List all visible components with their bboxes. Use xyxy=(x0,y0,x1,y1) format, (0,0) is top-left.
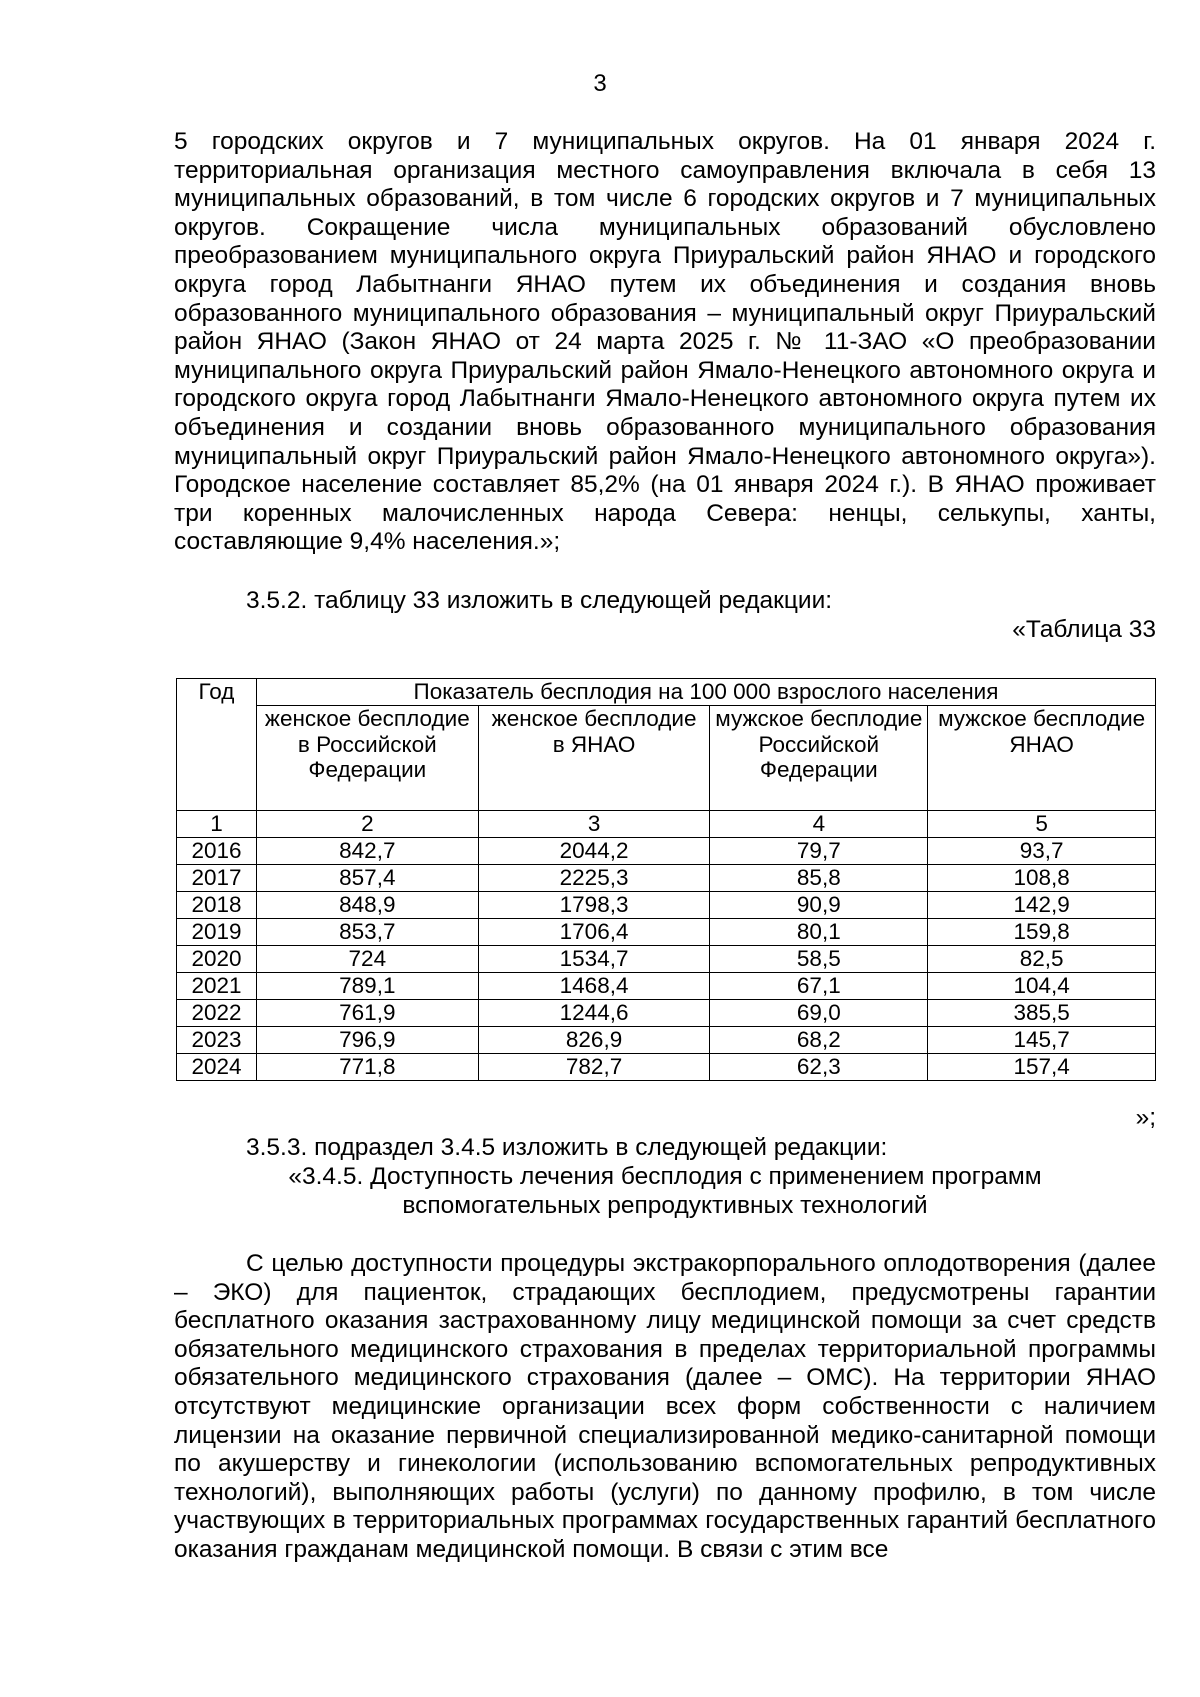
column-header: женское бесплодие в ЯНАО xyxy=(478,706,710,811)
table-cell: 853,7 xyxy=(256,919,478,946)
table-cell: 5 xyxy=(928,811,1156,838)
table-cell: 108,8 xyxy=(928,865,1156,892)
table-cell: 80,1 xyxy=(710,919,928,946)
table-cell: 79,7 xyxy=(710,838,928,865)
table-cell: 2 xyxy=(256,811,478,838)
section-heading-line: вспомогательных репродуктивных технологий xyxy=(402,1191,928,1219)
column-numbering-row xyxy=(177,811,1156,838)
table-cell: 848,9 xyxy=(256,892,478,919)
section-heading xyxy=(174,1163,1156,1220)
table-cell: 82,5 xyxy=(928,946,1156,973)
table-row xyxy=(177,919,1156,946)
table-cell: 2021 xyxy=(177,973,257,1000)
table-cell: 85,8 xyxy=(710,865,928,892)
column-header: мужское бесплодие Российской Федерации xyxy=(710,706,928,811)
table-cell: 2016 xyxy=(177,838,257,865)
table-cell: 2225,3 xyxy=(478,865,710,892)
table-cell: 1 xyxy=(177,811,257,838)
table-cell: 789,1 xyxy=(256,973,478,1000)
table-cell: 62,3 xyxy=(710,1054,928,1081)
group-header: Показатель бесплодия на 100 000 взрослого населения xyxy=(256,679,1155,706)
page-number: 3 xyxy=(593,70,607,97)
table-cell: 67,1 xyxy=(710,973,928,1000)
table-cell: 1706,4 xyxy=(478,919,710,946)
infertility-table xyxy=(176,678,1156,1081)
table-cell: 782,7 xyxy=(478,1054,710,1081)
table-cell: 145,7 xyxy=(928,1027,1156,1054)
table-row xyxy=(177,1027,1156,1054)
table-row xyxy=(177,1000,1156,1027)
table-cell: 2023 xyxy=(177,1027,257,1054)
intro-paragraph xyxy=(174,128,1156,557)
table-row xyxy=(177,865,1156,892)
table-cell: 159,8 xyxy=(928,919,1156,946)
table-cell: 1468,4 xyxy=(478,973,710,1000)
table-cell: 771,8 xyxy=(256,1054,478,1081)
closing-quote: »; xyxy=(1135,1104,1156,1131)
item-3-5-2: 3.5.2. таблицу 33 изложить в следующей редакции: xyxy=(246,587,833,614)
table-cell: 90,9 xyxy=(710,892,928,919)
table-row xyxy=(177,1054,1156,1081)
table-cell: 385,5 xyxy=(928,1000,1156,1027)
column-header: женское бесплодие в Российской Федерации xyxy=(256,706,478,811)
table-row xyxy=(177,838,1156,865)
table-cell: 1244,6 xyxy=(478,1000,710,1027)
table-caption: «Таблица 33 xyxy=(1012,616,1156,643)
table-cell: 2020 xyxy=(177,946,257,973)
table-cell: 2017 xyxy=(177,865,257,892)
year-header: Год xyxy=(177,679,257,811)
table-cell: 3 xyxy=(478,811,710,838)
table-cell: 2044,2 xyxy=(478,838,710,865)
table-cell: 2022 xyxy=(177,1000,257,1027)
table-cell: 4 xyxy=(710,811,928,838)
table-cell: 69,0 xyxy=(710,1000,928,1027)
table-row xyxy=(177,973,1156,1000)
table-cell: 724 xyxy=(256,946,478,973)
intro-text: 5 городских округов и 7 муниципальных округов. На 01 января 2024 г. территориальная организация местного самоуправления включала в себя 13 муниципальных образований, в том числе 6 городских округов и 7 муниципальных округов. Сокращение числа муниципальных образований обусловлено преобразованием муниципального округа Приуральский район ЯНАО и городского округа город Лабытнанги ЯНАО путем их объединения и создания вновь образованного муниципального образования – муниципальный округ Приуральский район ЯНАО (Закон ЯНАО от 24 марта 2025 г. № 11-ЗАО «О преобразовании муниципального округа Приуральский район Ямало-Ненецкого автономного округа и городского округа город Лабытнанги Ямало-Ненецкого автономного округа путем их объединения и создании вновь образованного муниципального образования муниципальный округ Приуральский район Ямало-Ненецкого автономного округа»). Городское население составляет 85,2% (на 01 января 2024 г.). В ЯНАО проживает три коренных малочисленных народа Севера: ненцы, селькупы, ханты, составляющие 9,4% населения.»; xyxy=(174,128,1156,556)
body-paragraph xyxy=(174,1250,1156,1565)
table-cell: 1798,3 xyxy=(478,892,710,919)
table-row xyxy=(177,892,1156,919)
table-cell: 2024 xyxy=(177,1054,257,1081)
table-cell: 1534,7 xyxy=(478,946,710,973)
item-3-5-3: 3.5.3. подраздел 3.4.5 изложить в следующей редакции: xyxy=(246,1134,888,1161)
table-cell: 58,5 xyxy=(710,946,928,973)
table-cell: 93,7 xyxy=(928,838,1156,865)
table-cell: 68,2 xyxy=(710,1027,928,1054)
column-header: мужское бесплодие ЯНАО xyxy=(928,706,1156,811)
table-cell: 857,4 xyxy=(256,865,478,892)
table-cell: 104,4 xyxy=(928,973,1156,1000)
table-cell: 2019 xyxy=(177,919,257,946)
table-cell: 842,7 xyxy=(256,838,478,865)
table-cell: 796,9 xyxy=(256,1027,478,1054)
table-cell: 2018 xyxy=(177,892,257,919)
body-text: С целью доступности процедуры экстракорпорального оплодотворения (далее – ЭКО) для пациенток, страдающих бесплодием, предусмотрены гарантии бесплатного оказания застрахованному лицу медицинской помощи за счет средств обязательного медицинского страхования в пределах территориальной программы обязательного медицинского страхования (далее – ОМС). На территории ЯНАО отсутствуют медицинские организации всех форм собственности с наличием лицензии на оказание первичной специализированной медико-санитарной помощи по акушерству и гинекологии (использованию вспомогательных репродуктивных технологий), выполняющих работы (услуги) по данному профилю, в том числе участвующих в территориальных программах государственных гарантий бесплатного оказания гражданам медицинской помощи. В связи с этим все xyxy=(174,1250,1156,1563)
table-row xyxy=(177,946,1156,973)
table-cell: 157,4 xyxy=(928,1054,1156,1081)
section-heading-line: «3.4.5. Доступность лечения бесплодия с применением программ xyxy=(288,1163,1042,1190)
table-cell: 826,9 xyxy=(478,1027,710,1054)
table-cell: 761,9 xyxy=(256,1000,478,1027)
table-cell: 142,9 xyxy=(928,892,1156,919)
